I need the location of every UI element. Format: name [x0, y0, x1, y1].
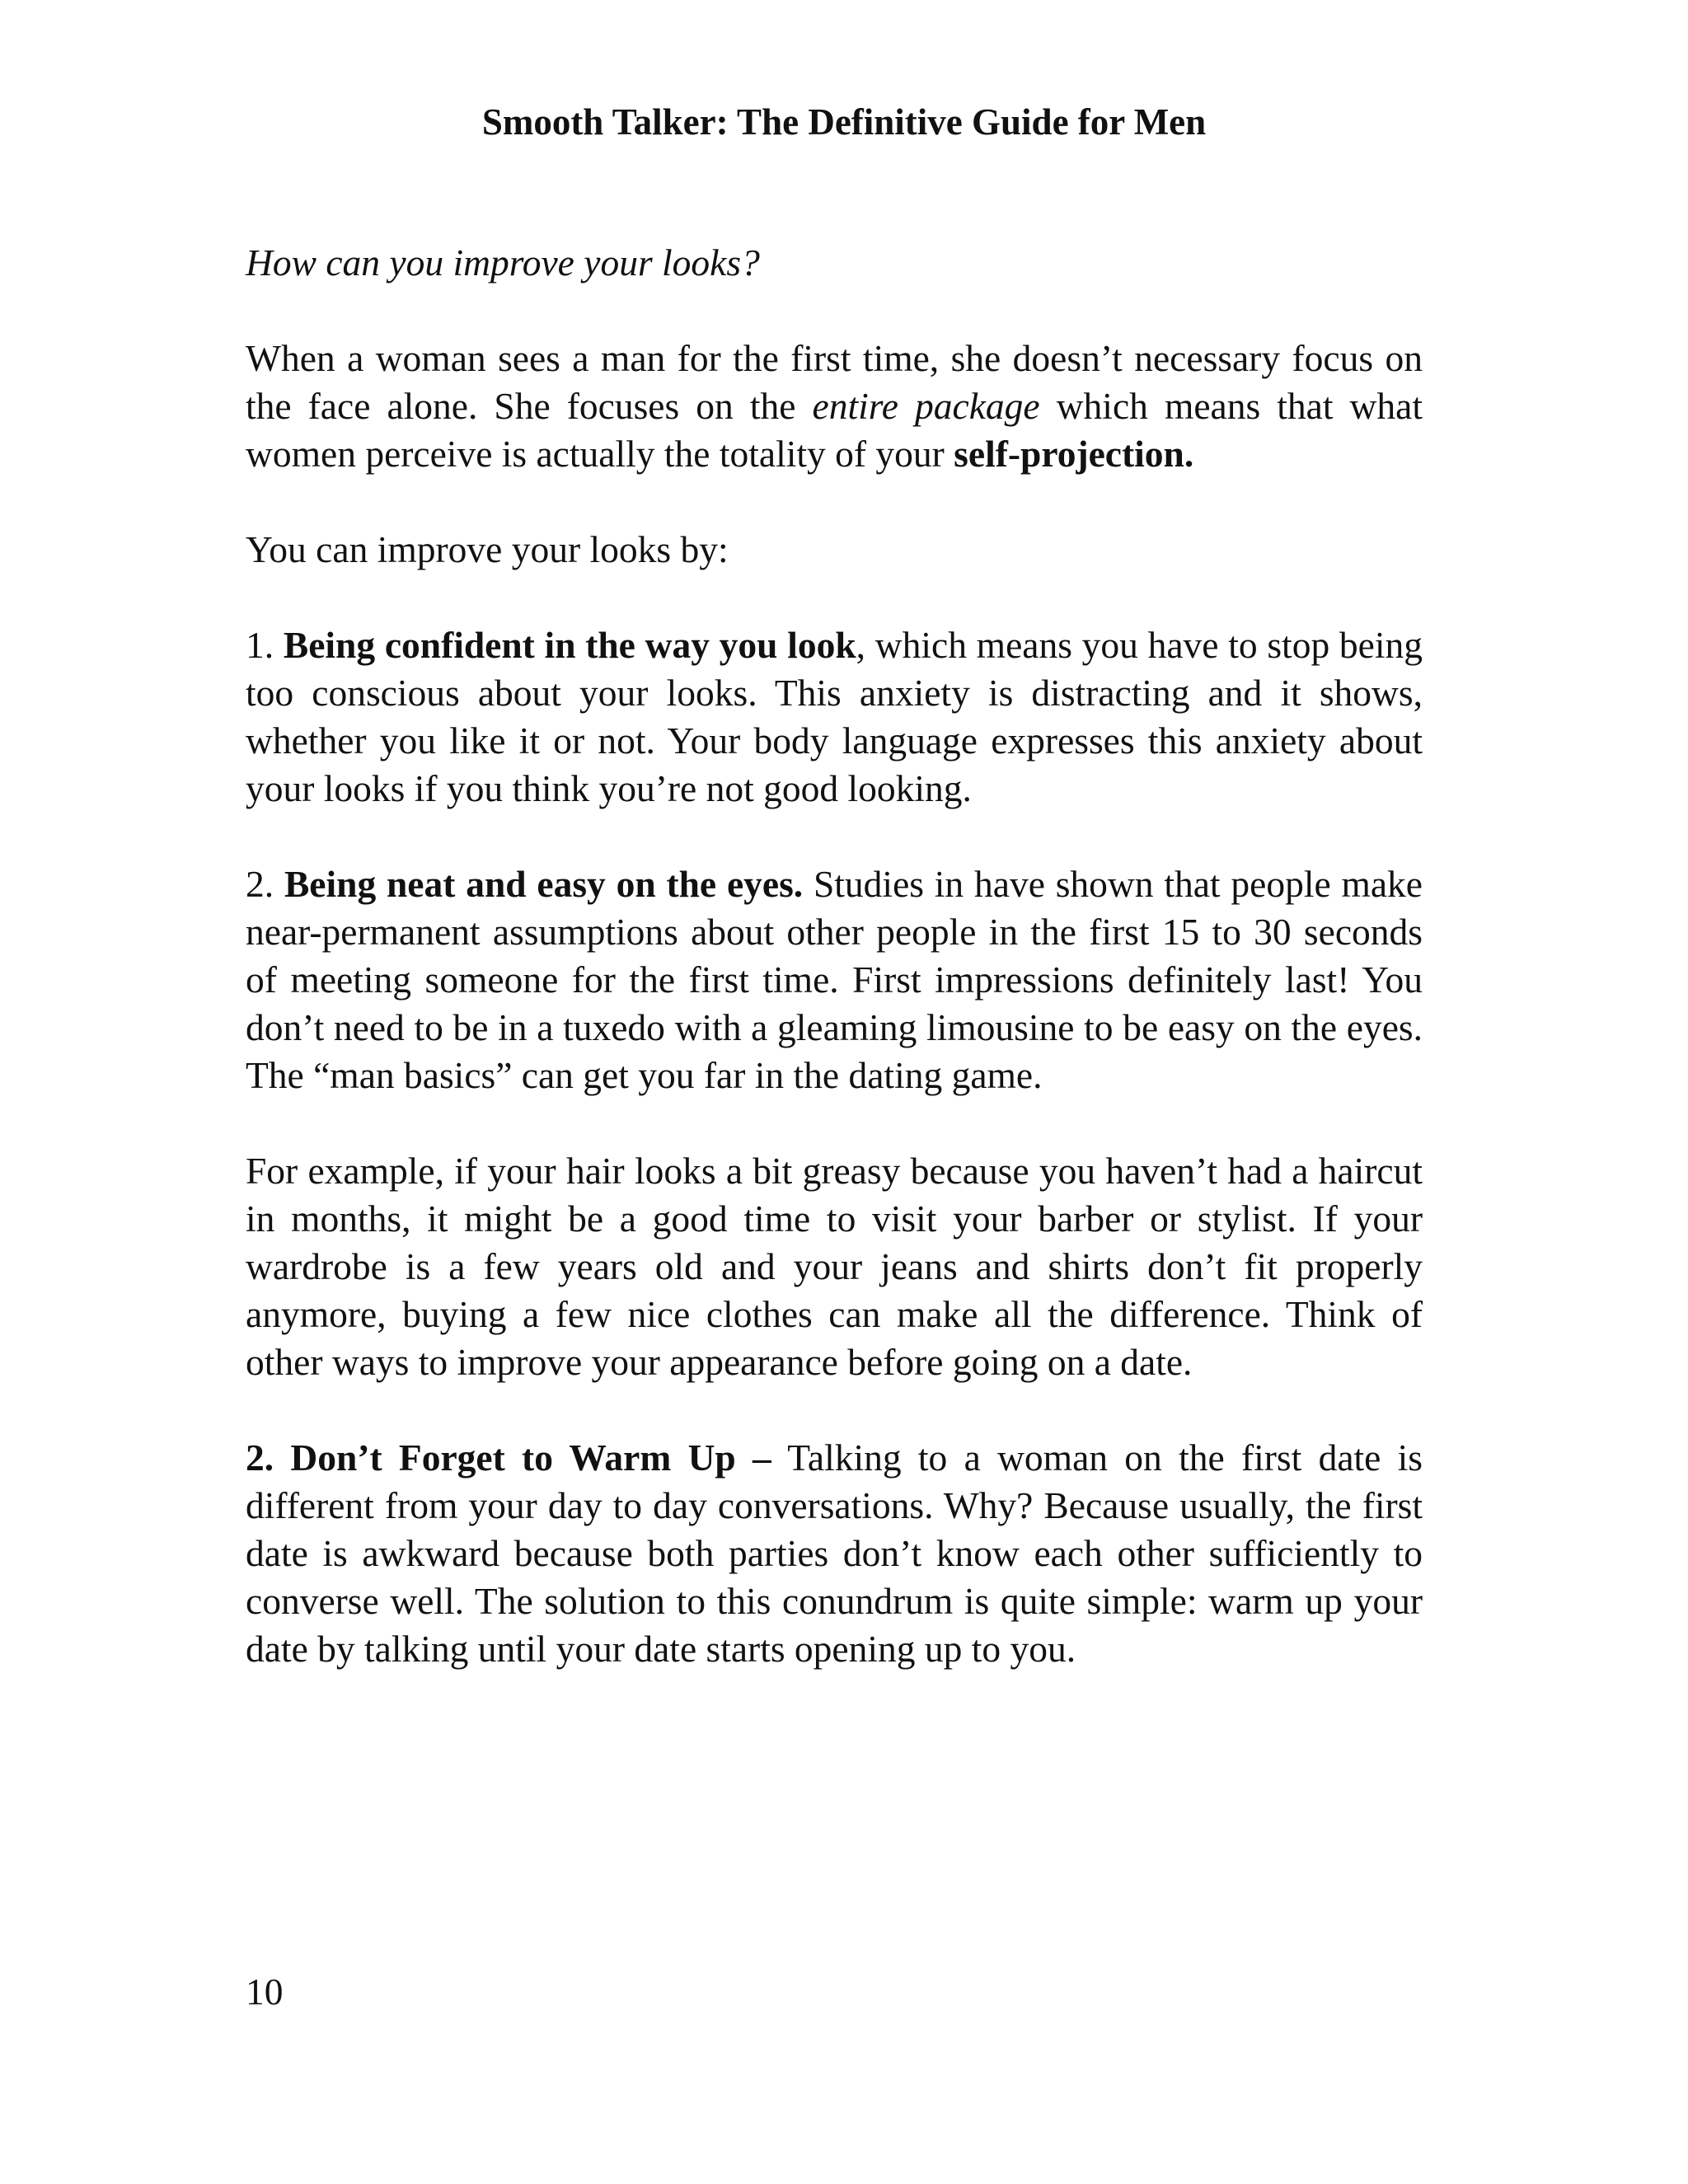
list-item-text: Studies in have shown that people make near-permanent assumptions about other people in the first 15 to 30 seconds of meeting someone for the first time. First impressions definitely last! You don’t need to be in a tuxedo with a gleaming limousine to be easy on the eyes. The “man basics” can get you far in the dating game.	[246, 863, 1423, 1096]
list-item-heading: Being confident in the way you look	[283, 624, 856, 666]
emphasis-entire-package: entire package	[812, 385, 1040, 427]
paragraph-intro-list: You can improve your looks by:	[246, 528, 729, 570]
paragraph-text: When a woman sees a man for the first time, she doesn’t necessary focus on the face alone. She focuses on the	[246, 337, 1423, 427]
list-item-confidence	[246, 621, 1423, 813]
section-heading: 2. Don’t Forget to Warm Up –	[246, 1436, 771, 1479]
list-item-neatness	[246, 860, 1423, 1099]
page-body	[246, 239, 1423, 1673]
paragraph-example: For example, if your hair looks a bit greasy because you haven’t had a haircut in months, it might be a good time to visit your barber or stylist. If your wardrobe is a few years old and your jeans and shirts don’t fit properly anymore, buying a few nice clothes can make all the difference. Think of other ways to improve your appearance before going on a date.	[246, 1150, 1423, 1383]
section-warm-up	[246, 1434, 1423, 1673]
paragraph-text: which means that what women perceive is actually the totality of your	[246, 385, 1423, 475]
running-header-title: Smooth Talker: The Definitive Guide for Men	[481, 101, 1207, 143]
list-item-text: , which means you have to stop being too conscious about your looks. This anxiety is distracting and it shows, whether you like it or not. Your body language expresses this anxiety about your looks if you think you’re not good looking.	[246, 624, 1423, 809]
emphasis-self-projection: self-projection.	[954, 433, 1194, 475]
section-text: Talking to a woman on the first date is different from your day to day conversations. Why? Because usually, the first date is awkward because both parties don’t know each other sufficiently to converse well. The solution to this conundrum is quite simple: warm up your date by talking until your date starts opening up to you.	[246, 1436, 1423, 1670]
paragraph-first-impression	[246, 335, 1423, 478]
section-subheading: How can you improve your looks?	[246, 241, 760, 284]
page-number: 10	[246, 1971, 284, 2013]
list-item-number: 1.	[246, 624, 284, 666]
list-item-heading: Being neat and easy on the eyes.	[284, 863, 804, 905]
list-item-number: 2.	[246, 863, 284, 905]
